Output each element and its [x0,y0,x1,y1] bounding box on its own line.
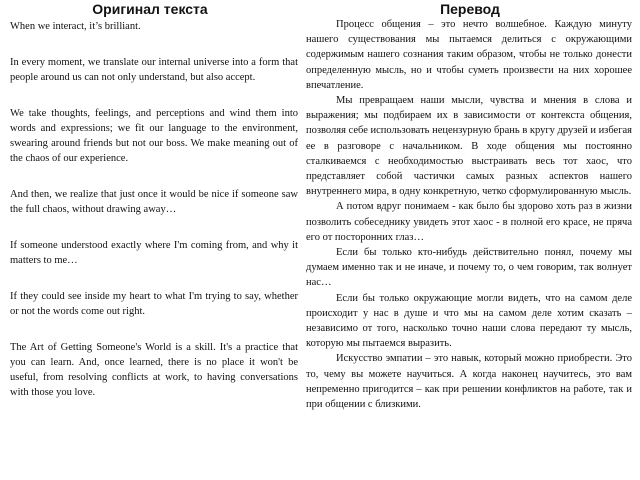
translation-paragraph-4: Если бы только кто-нибудь действительно понял, почему мы думаем именно так и не иначе, и почему то, о чем говорим, так волнует нас… [306,247,632,289]
original-paragraph-4: And then, we realize that just once it would be nice if someone saw the full chaos, without drawing away… [10,189,298,215]
original-paragraph-3: We take thoughts, feelings, and perceptions and wind them into words and expressions; we fit our language to the environment, swearing around friends but not our boss. We make meaning out of the chaos of our experience. [10,108,298,164]
translation-column-header: Перевод [440,1,500,17]
translation-paragraph-6: Искусство эмпатии – это навык, который можно приобрести. Это то, чему вы можете научиться. А когда наконец научитесь, это вам непременно пригодится – как при решении конфликтов на работе, так и при общении с близкими. [306,353,632,411]
translation-paragraph-2: Мы превращаем наши мысли, чувства и мнения в слова и выражения; мы подбираем их в зависимости от контекста общения, позволяя себе использовать нецензурную брань в кругу друзей и избегая ее в разговоре с начальником. В ходе общения мы постоянно сталкиваемся с необходимостью выстраивать весь тот хаос, что представляет собой частички самых разных аспектов нашего внутреннего мира, в одну конкретную, четко сформулированную мысль. [306,95,632,198]
original-text-column [10,19,298,477]
original-paragraph-1: When we interact, it’s brilliant. [10,21,141,32]
original-paragraph-5: If someone understood exactly where I'm coming from, and why it matters to me… [10,240,298,266]
translation-text-column [306,17,632,479]
translation-paragraph-3: А потом вдруг понимаем - как было бы здорово хоть раз в жизни позволить собеседнику увидеть этот хаос - в полной его красе, не пряча его от посторонних глаз… [306,201,632,243]
original-paragraph-2: In every moment, we translate our internal universe into a form that people around us can not only understand, but also accept. [10,57,298,83]
translation-paragraph-5: Если бы только окружающие могли видеть, что на самом деле происходит у нас в душе и что мы на самом деле хотим сказать – независимо от того, насколько точно наши слова передают ту мысль, которую мы пытаемся выразить. [306,292,632,350]
original-paragraph-7: The Art of Getting Someone's World is a skill. It's a practice that you can learn. And, once learned, there is no place it won't be useful, from resolving conflicts at work, to having conversations with those you love. [10,342,298,398]
translation-paragraph-1: Процесс общения – это нечто волшебное. Каждую минуту нашего существования мы пытаемся делиться с окружающими содержимым нашего сознания таким образом, чтобы не только донести определенную мысль, но и чтобы суметь произвести на них хорошее впечатление. [306,19,632,91]
original-column-header: Оригинал текста [92,1,208,17]
original-paragraph-6: If they could see inside my heart to what I'm trying to say, whether or not the words come out right. [10,291,298,317]
